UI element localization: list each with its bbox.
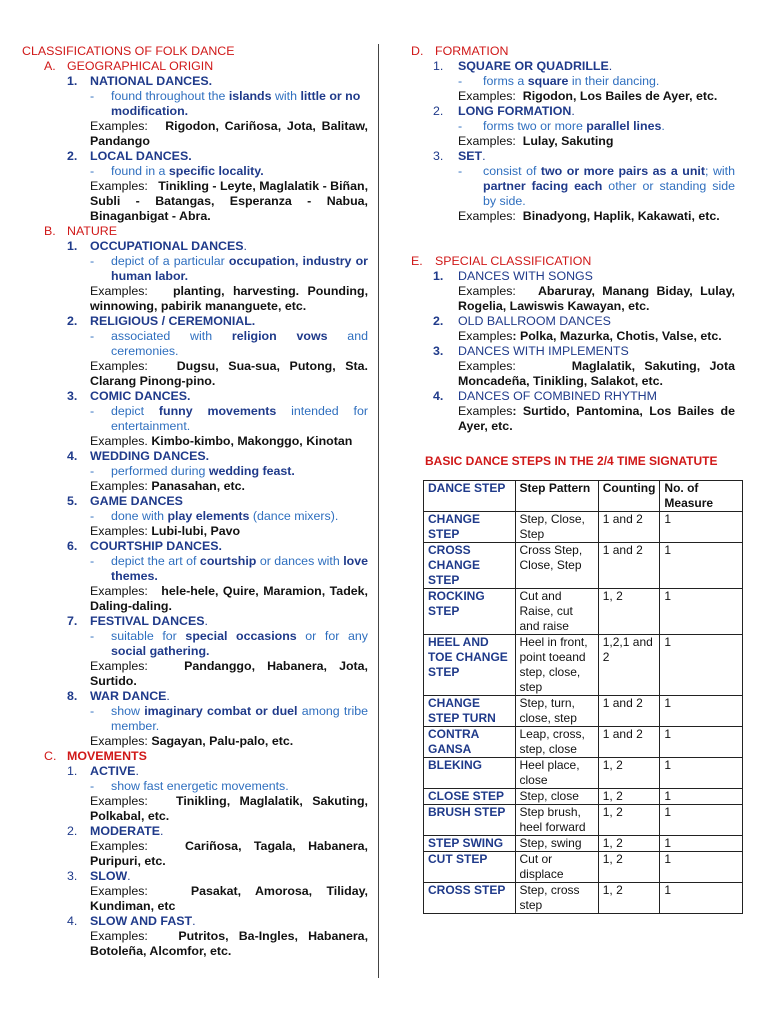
desc-text: in their dancing. — [568, 74, 660, 88]
item-heading — [405, 389, 735, 404]
desc-text: and ceremonies. — [111, 329, 368, 358]
item-number: 4. — [67, 914, 78, 928]
examples-text: Tinikling, Maglalatik, Sakuting, Polkabal, etc. — [90, 794, 369, 823]
section-label: SPECIAL CLASSIFICATION — [435, 254, 592, 268]
item-examples — [405, 284, 735, 314]
item-label: LOCAL DANCES. — [90, 149, 192, 163]
measure-cell: 1 — [660, 696, 743, 727]
counting-cell: 1 and 2 — [598, 543, 660, 589]
desc-text: (dance mixers). — [249, 509, 339, 523]
table-row — [424, 852, 743, 883]
item-label: SQUARE OR QUADRILLE — [458, 59, 609, 73]
item-examples — [22, 839, 368, 869]
desc-text: suitable for — [111, 629, 186, 643]
desc-text: done with — [111, 509, 168, 523]
table-row — [424, 883, 743, 914]
item-label: WEDDING DANCES. — [90, 449, 210, 463]
examples-text: Pandanggo, Habanera, Jota, Surtido. — [90, 659, 369, 688]
step-pattern-cell: Step, turn, close, step — [515, 696, 598, 727]
desc-text: among tribe member. — [111, 704, 368, 733]
item-number: 3. — [433, 344, 444, 358]
table-row — [424, 635, 743, 696]
step-name-cell: BRUSH STEP — [424, 805, 516, 836]
item-number: 1. — [67, 239, 78, 253]
step-name-cell: CUT STEP — [424, 852, 516, 883]
desc-highlight: love themes. — [111, 554, 369, 583]
step-name-cell: STEP SWING — [424, 836, 516, 852]
section-b-heading — [22, 224, 368, 239]
item-description — [22, 164, 368, 179]
item-number: 2. — [433, 314, 444, 328]
step-name-cell: CONTRA GANSA — [424, 727, 516, 758]
item-label: SET — [458, 149, 483, 163]
table-row — [424, 758, 743, 789]
item-number: 4. — [67, 449, 78, 463]
desc-highlight: two or more pairs as a unit — [540, 164, 705, 178]
measure-cell: 1 — [660, 727, 743, 758]
table-row — [424, 805, 743, 836]
examples-text: Abaruray, Manang Biday, Lulay, Rogelia, Lawiswis Kawayan, etc. — [458, 284, 735, 313]
step-pattern-cell: Cross Step, Close, Step — [515, 543, 598, 589]
item-description — [22, 464, 368, 479]
item-examples — [22, 479, 368, 494]
section-label: MOVEMENTS — [67, 749, 147, 763]
desc-text: with — [271, 89, 301, 103]
examples-text: Rigodon, Cariñosa, Jota, Balitaw, Pandango — [90, 119, 368, 148]
item-heading — [22, 314, 368, 329]
item-examples — [405, 134, 735, 149]
desc-text: or dances with — [256, 554, 344, 568]
item-label: DANCES OF COMBINED RHYTHM — [458, 389, 657, 403]
item-examples — [22, 434, 368, 449]
counting-cell: 1 and 2 — [598, 727, 660, 758]
desc-text: . — [661, 119, 665, 133]
item-heading — [405, 104, 735, 119]
item-heading — [22, 149, 368, 164]
desc-text: show — [111, 704, 145, 718]
measure-cell: 1 — [660, 805, 743, 836]
item-examples — [22, 659, 368, 689]
item-examples — [405, 359, 735, 389]
item-description — [405, 164, 735, 209]
desc-highlight: wedding feast. — [208, 464, 295, 478]
table-row — [424, 589, 743, 635]
measure-cell: 1 — [660, 543, 743, 589]
step-name-cell: BLEKING — [424, 758, 516, 789]
item-heading — [22, 494, 368, 509]
item-examples — [22, 284, 368, 314]
measure-cell: 1 — [660, 852, 743, 883]
item-description — [22, 509, 368, 524]
item-label: GAME DANCES — [90, 494, 183, 508]
desc-text: other or standing side by side. — [483, 179, 736, 208]
desc-highlight: occupation, industry or human labor. — [111, 254, 368, 283]
examples-text: : Polka, Mazurka, Chotis, Valse, etc. — [512, 329, 722, 343]
step-name-cell: ROCKING STEP — [424, 589, 516, 635]
item-description — [22, 704, 368, 734]
item-heading — [405, 344, 735, 359]
item-number: 3. — [433, 149, 444, 163]
item-label: SLOW — [90, 869, 128, 883]
desc-text: intended for entertainment. — [111, 404, 368, 433]
right-column — [405, 44, 735, 914]
item-heading — [22, 614, 368, 629]
examples-label: Examples: — [90, 929, 148, 943]
section-letter: A. — [44, 59, 56, 73]
examples-text: Dugsu, Sua-sua, Putong, Sta. Clarang Pinong-pino. — [90, 359, 369, 388]
step-pattern-cell: Cut or displace — [515, 852, 598, 883]
section-a-heading — [22, 59, 368, 74]
examples-text: Pasakat, Amorosa, Tiliday, Kundiman, etc — [90, 884, 368, 913]
counting-cell: 1, 2 — [598, 883, 660, 914]
desc-highlight: play elements — [167, 509, 250, 523]
desc-highlight: islands — [228, 89, 272, 103]
column-divider — [378, 44, 379, 978]
counting-cell: 1, 2 — [598, 805, 660, 836]
examples-label: Examples: — [90, 359, 148, 373]
step-pattern-cell: Step, cross step — [515, 883, 598, 914]
bullet-dash: - — [458, 74, 463, 88]
item-description — [22, 779, 368, 794]
examples-text: Putritos, Ba-Ingles, Habanera, Botoleña, Alcomfor, etc. — [90, 929, 369, 958]
item-examples — [22, 584, 368, 614]
item-dot: . — [192, 914, 196, 928]
examples-text: Cariñosa, Tagala, Habanera, Puripuri, etc. — [90, 839, 368, 868]
item-number: 1. — [67, 74, 78, 88]
item-description — [405, 119, 735, 134]
step-name-cell: CLOSE STEP — [424, 789, 516, 805]
desc-text: associated with — [111, 329, 232, 343]
step-name-cell: HEEL AND TOE CHANGE STEP — [424, 635, 516, 696]
desc-highlight: imaginary combat or duel — [144, 704, 298, 718]
examples-label: Examples: — [90, 794, 148, 808]
item-examples — [22, 884, 368, 914]
desc-text: found in a — [111, 164, 169, 178]
section-letter: B. — [44, 224, 56, 238]
bullet-dash: - — [90, 254, 95, 268]
table-row — [424, 789, 743, 805]
examples-label: Examples: — [458, 134, 516, 148]
item-description — [22, 554, 368, 584]
item-label: MODERATE — [90, 824, 160, 838]
item-dot: . — [204, 614, 208, 628]
examples-text: Lubi-lubi, Pavo — [151, 524, 241, 538]
measure-cell: 1 — [660, 758, 743, 789]
desc-text: or for any — [296, 629, 368, 643]
desc-text: depict the art of — [111, 554, 200, 568]
item-dot: . — [482, 149, 486, 163]
item-examples — [22, 929, 368, 959]
item-number: 4. — [433, 389, 444, 403]
section-e-heading — [405, 254, 735, 269]
item-number: 1. — [433, 59, 444, 73]
desc-highlight: religion vows — [231, 329, 328, 343]
item-number: 3. — [67, 389, 78, 403]
desc-text: found throughout the — [111, 89, 229, 103]
item-number: 2. — [433, 104, 444, 118]
desc-text: performed during — [111, 464, 209, 478]
table-header-row — [424, 481, 743, 512]
item-dot: . — [608, 59, 613, 73]
item-dot: . — [127, 869, 131, 883]
examples-label: Examples: — [458, 209, 516, 223]
counting-cell: 1, 2 — [598, 789, 660, 805]
item-examples — [405, 209, 735, 224]
item-number: 8. — [67, 689, 78, 703]
step-pattern-cell: Cut and Raise, cut and raise — [515, 589, 598, 635]
bullet-dash: - — [90, 629, 95, 643]
desc-highlight: courtship — [199, 554, 257, 568]
step-name-cell: CHANGE STEP — [424, 512, 516, 543]
section-label: GEOGRAPHICAL ORIGIN — [67, 59, 214, 73]
item-label: COMIC DANCES. — [90, 389, 191, 403]
item-number: 5. — [67, 494, 78, 508]
bullet-dash: - — [90, 329, 95, 343]
item-number: 2. — [67, 149, 78, 163]
desc-highlight: partner facing each — [483, 179, 603, 193]
item-heading — [22, 539, 368, 554]
table-row — [424, 836, 743, 852]
table-row — [424, 696, 743, 727]
step-pattern-cell: Step brush, heel forward — [515, 805, 598, 836]
bullet-dash: - — [90, 404, 95, 418]
table-title: BASIC DANCE STEPS IN THE 2/4 TIME SIGNATUTE — [425, 454, 718, 468]
measure-cell: 1 — [660, 836, 743, 852]
examples-text: Lulay, Sakuting — [522, 134, 614, 148]
section-label: FORMATION — [435, 44, 509, 58]
item-heading — [22, 824, 368, 839]
item-description — [22, 254, 368, 284]
header-cell: No. of Measure — [660, 481, 743, 512]
header-cell: Step Pattern — [515, 481, 598, 512]
item-label: RELIGIOUS / CEREMONIAL. — [90, 314, 256, 328]
item-label: OLD BALLROOM DANCES — [458, 314, 611, 328]
step-pattern-cell: Leap, cross, step, close — [515, 727, 598, 758]
measure-cell: 1 — [660, 589, 743, 635]
examples-label: Examples: — [90, 524, 148, 538]
examples-label: Examples — [458, 329, 513, 343]
desc-text: show fast energetic movements. — [111, 779, 289, 793]
step-name-cell: CROSS STEP — [424, 883, 516, 914]
examples-text: Tinikling - Leyte, Maglalatik - Biñan, Subli - Batangas, Esperanza - Nabua, Binaganbigat - Abra. — [90, 179, 369, 223]
examples-label: Examples — [458, 404, 513, 418]
item-heading — [405, 149, 735, 164]
item-heading — [405, 59, 735, 74]
examples-text: : Surtido, Pantomina, Los Bailes de Ayer, etc. — [458, 404, 735, 433]
item-examples — [405, 329, 735, 344]
item-label: FESTIVAL DANCES — [90, 614, 205, 628]
item-label: DANCES WITH IMPLEMENTS — [458, 344, 629, 358]
item-heading — [22, 74, 368, 89]
item-description — [22, 329, 368, 359]
item-number: 7. — [67, 614, 78, 628]
item-heading — [22, 449, 368, 464]
item-dot: . — [571, 104, 575, 118]
item-examples — [22, 119, 368, 149]
desc-highlight: funny movements — [158, 404, 277, 418]
step-name-cell: CHANGE STEP TURN — [424, 696, 516, 727]
examples-text: hele-hele, Quire, Maramion, Tadek, Daling-daling. — [90, 584, 368, 613]
item-heading — [22, 764, 368, 779]
item-label: OCCUPATIONAL DANCES — [90, 239, 244, 253]
examples-label: Examples: — [90, 659, 148, 673]
item-heading — [405, 314, 735, 329]
item-description — [22, 404, 368, 434]
item-heading — [22, 689, 368, 704]
item-number: 2. — [67, 314, 78, 328]
examples-label: Examples: — [90, 179, 148, 193]
item-dot: . — [166, 689, 170, 703]
item-dot: . — [159, 824, 164, 838]
item-examples — [22, 359, 368, 389]
measure-cell: 1 — [660, 512, 743, 543]
dance-steps-table — [423, 480, 743, 914]
bullet-dash: - — [90, 779, 95, 793]
counting-cell: 1, 2 — [598, 852, 660, 883]
document-title: CLASSIFICATIONS OF FOLK DANCE — [22, 44, 235, 58]
examples-text: Kimbo-kimbo, Makonggo, Kinotan — [151, 434, 353, 448]
table-row — [424, 512, 743, 543]
bullet-dash: - — [90, 164, 95, 178]
item-number: 6. — [67, 539, 78, 553]
bullet-dash: - — [458, 164, 463, 178]
counting-cell: 1,2,1 and 2 — [598, 635, 660, 696]
item-description — [22, 89, 368, 119]
desc-highlight: special occasions — [185, 629, 297, 643]
item-examples — [22, 794, 368, 824]
section-letter: D. — [411, 44, 424, 58]
step-pattern-cell: Step, close — [515, 789, 598, 805]
measure-cell: 1 — [660, 883, 743, 914]
bullet-dash: - — [90, 704, 95, 718]
item-label: LONG FORMATION — [458, 104, 572, 118]
item-examples — [22, 179, 368, 224]
examples-label: Examples: — [90, 479, 148, 493]
examples-text: Maglalatik, Sakuting, Jota Moncadeña, Tinikling, Salakot, etc. — [458, 359, 735, 388]
examples-label: Examples: — [458, 89, 516, 103]
measure-cell: 1 — [660, 635, 743, 696]
desc-highlight: specific locality. — [168, 164, 264, 178]
item-dot: . — [135, 764, 139, 778]
item-number: 3. — [67, 869, 78, 883]
step-pattern-cell: Step, swing — [515, 836, 598, 852]
table-row — [424, 727, 743, 758]
desc-text: forms two or more — [483, 119, 587, 133]
desc-text: depict of a particular — [111, 254, 229, 268]
item-heading — [22, 389, 368, 404]
item-number: 1. — [67, 764, 78, 778]
counting-cell: 1, 2 — [598, 589, 660, 635]
examples-label: Examples. — [90, 434, 148, 448]
item-heading — [22, 914, 368, 929]
bullet-dash: - — [90, 89, 95, 103]
item-examples — [405, 404, 735, 434]
examples-label: Examples: — [458, 359, 516, 373]
bullet-dash: - — [90, 509, 95, 523]
left-column — [22, 44, 368, 959]
item-examples — [22, 524, 368, 539]
desc-highlight: square — [527, 74, 569, 88]
section-label: NATURE — [67, 224, 118, 238]
desc-text: forms a — [483, 74, 528, 88]
counting-cell: 1, 2 — [598, 836, 660, 852]
desc-text: ; with — [705, 164, 735, 178]
step-name-cell: CROSS CHANGE STEP — [424, 543, 516, 589]
item-heading — [22, 869, 368, 884]
desc-highlight: social gathering. — [111, 644, 210, 658]
counting-cell: 1, 2 — [598, 758, 660, 789]
item-label: ACTIVE — [90, 764, 136, 778]
bullet-dash: - — [458, 119, 463, 133]
item-heading — [405, 269, 735, 284]
item-label: COURTSHIP DANCES. — [90, 539, 222, 553]
section-letter: C. — [44, 749, 57, 763]
item-description — [405, 74, 735, 89]
section-d-heading — [405, 44, 735, 59]
examples-text: Sagayan, Palu-palo, etc. — [151, 734, 294, 748]
examples-label: Examples: — [458, 284, 516, 298]
section-letter: E. — [411, 254, 423, 268]
examples-text: planting, harvesting. Pounding, winnowing, pabirik mananguete, etc. — [90, 284, 369, 313]
counting-cell: 1 and 2 — [598, 512, 660, 543]
desc-text: consist of — [483, 164, 541, 178]
examples-label: Examples: — [90, 119, 148, 133]
step-pattern-cell: Heel in front, point toeand step, close, step — [515, 635, 598, 696]
item-label: NATIONAL DANCES. — [90, 74, 213, 88]
item-description — [22, 629, 368, 659]
item-dot: . — [243, 239, 247, 253]
item-number: 2. — [67, 824, 78, 838]
item-number: 1. — [433, 269, 444, 283]
examples-label: Examples: — [90, 884, 148, 898]
step-pattern-cell: Step, Close, Step — [515, 512, 598, 543]
bullet-dash: - — [90, 554, 95, 568]
desc-highlight: parallel lines — [586, 119, 662, 133]
examples-label: Examples: — [90, 584, 148, 598]
item-examples — [405, 89, 735, 104]
section-c-heading — [22, 749, 368, 764]
table-row — [424, 543, 743, 589]
item-label: WAR DANCE — [90, 689, 167, 703]
counting-cell: 1 and 2 — [598, 696, 660, 727]
examples-text: Panasahan, etc. — [151, 479, 245, 493]
item-examples — [22, 734, 368, 749]
item-heading — [22, 239, 368, 254]
examples-label: Examples: — [90, 839, 148, 853]
desc-text: depict — [111, 404, 159, 418]
examples-label: Examples: — [90, 734, 148, 748]
item-label: DANCES WITH SONGS — [458, 269, 593, 283]
header-cell: Counting — [598, 481, 660, 512]
examples-label: Examples: — [90, 284, 148, 298]
examples-text: Rigodon, Los Bailes de Ayer, etc. — [522, 89, 718, 103]
header-cell: DANCE STEP — [424, 481, 516, 512]
item-label: SLOW AND FAST — [90, 914, 193, 928]
desc-highlight: little or no modification. — [111, 89, 361, 118]
bullet-dash: - — [90, 464, 95, 478]
examples-text: Binadyong, Haplik, Kakawati, etc. — [522, 209, 720, 223]
step-pattern-cell: Heel place, close — [515, 758, 598, 789]
measure-cell: 1 — [660, 789, 743, 805]
